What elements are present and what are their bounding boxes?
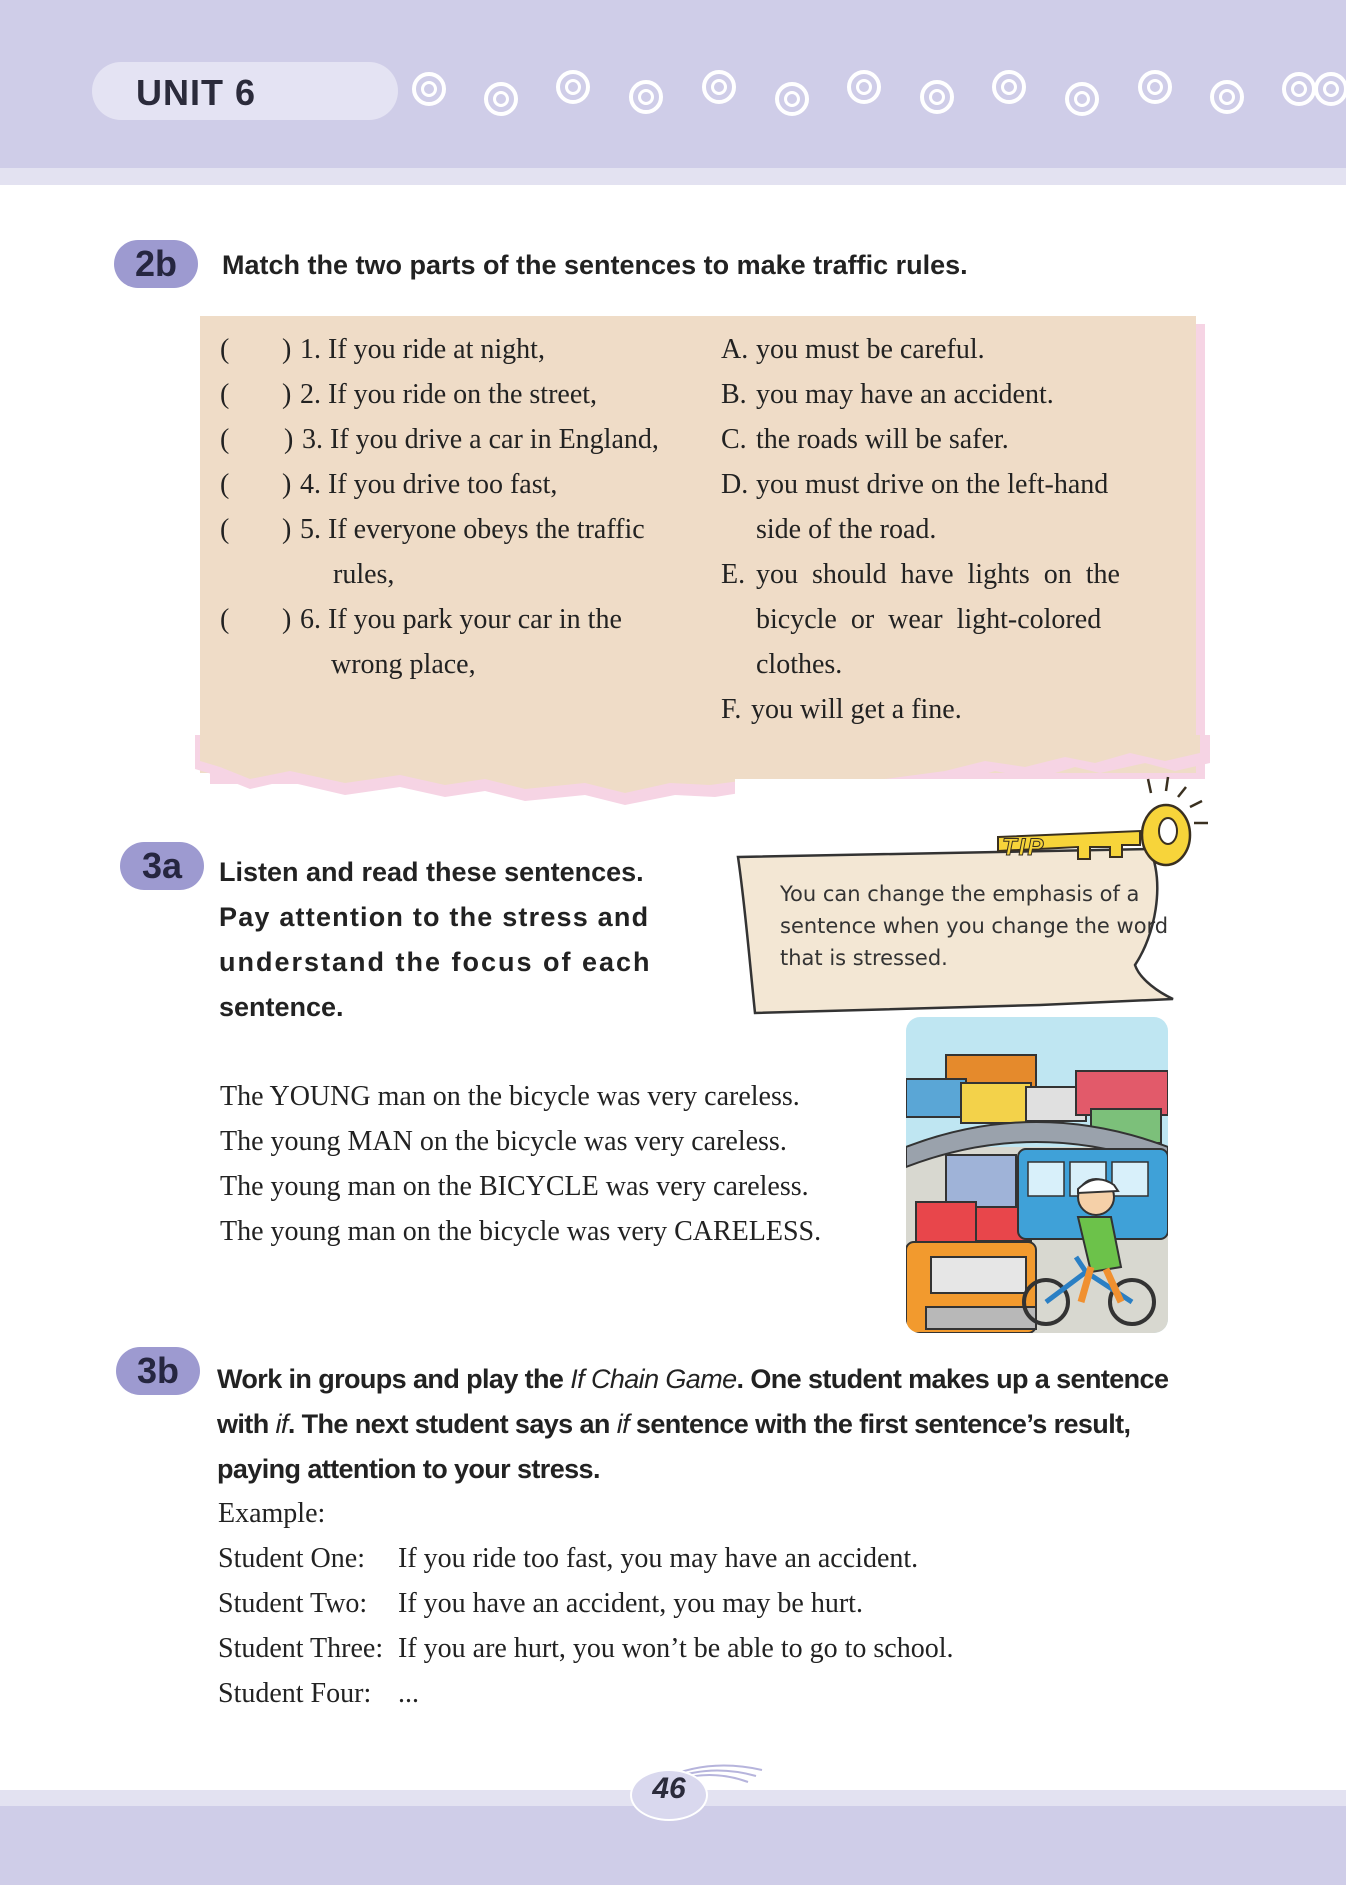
answer-blank-close: ) <box>282 379 292 410</box>
list-item <box>220 462 558 507</box>
dialogue <box>218 1536 954 1716</box>
sentence: The YOUNG man on the bicycle was very careless. <box>220 1081 800 1112</box>
list-item <box>721 417 1009 462</box>
list-item <box>721 462 1109 545</box>
instruction-text: . One student makes up a sentence <box>736 1364 1169 1394</box>
instruction-line: understand the focus of each <box>219 947 652 977</box>
ring-ornament-icon <box>702 70 736 104</box>
option-letter: E. <box>721 559 746 590</box>
answer-blank-open: ( <box>220 424 230 455</box>
tip-label: TIP <box>1002 834 1046 861</box>
ring-ornament-icon <box>775 82 809 116</box>
dialogue-text: If you ride too fast, you may have an accident. <box>398 1543 919 1574</box>
instruction-text: . The next student says an <box>287 1409 617 1439</box>
instruction-line: Pay attention to the stress and <box>219 902 650 932</box>
keyword-if: if <box>616 1409 630 1439</box>
ring-ornament-icon <box>992 70 1026 104</box>
tip-line: You can change the emphasis of a <box>780 882 1140 906</box>
option-text: you should have lights on the <box>756 559 1120 590</box>
option-text: you will get a fine. <box>751 694 962 725</box>
instruction-text: Work in groups and play the <box>217 1364 571 1394</box>
ring-ornament-icon <box>1065 82 1099 116</box>
answer-blank-close: ) <box>282 514 292 545</box>
dialogue-text: If you are hurt, you won’t be able to go to school. <box>398 1633 954 1664</box>
dialogue-line <box>218 1581 863 1626</box>
page-number: 46 <box>652 1772 686 1805</box>
instruction-line <box>217 1402 1168 1447</box>
option-text-cont: bicycle or wear light-colored <box>756 604 1102 635</box>
option-letter: A. <box>721 334 749 365</box>
section-badge-3b: 3b <box>116 1347 200 1395</box>
tip-line: sentence when you change the word <box>780 914 1169 938</box>
list-item <box>220 417 659 462</box>
speaker: Student One: <box>218 1543 365 1574</box>
option-text-cont: clothes. <box>756 649 843 680</box>
ring-ornament-icon <box>1314 72 1346 106</box>
header-stripe <box>0 168 1346 185</box>
list-item <box>220 327 545 372</box>
list-item <box>721 327 985 372</box>
answer-blank-open: ( <box>220 514 230 545</box>
list-item <box>721 687 962 732</box>
instruction-text: sentence with the first sentence’s result, <box>629 1409 1131 1439</box>
clause-text: 5. If everyone obeys the traffic <box>300 514 645 545</box>
answer-blank-open: ( <box>220 469 230 500</box>
instruction-line <box>217 1357 1168 1402</box>
answer-blank-close: ) <box>282 604 292 635</box>
dialogue-line <box>218 1671 419 1716</box>
option-text: you must drive on the left-hand <box>756 469 1109 500</box>
answer-blank-open: ( <box>220 604 230 635</box>
answer-blank-open: ( <box>220 334 230 365</box>
dialogue-text: ... <box>398 1678 419 1709</box>
sentence: The young MAN on the bicycle was very careless. <box>220 1126 787 1157</box>
option-letter: F. <box>721 694 742 725</box>
dialogue-line <box>218 1536 919 1581</box>
speaker: Student Four: <box>218 1678 372 1709</box>
ring-ornament-icon <box>556 70 590 104</box>
ring-ornament-icon <box>1210 80 1244 114</box>
speaker: Student Three: <box>218 1633 384 1664</box>
tip-line: that is stressed. <box>780 946 948 970</box>
option-letter: C. <box>721 424 747 455</box>
option-text: you may have an accident. <box>756 379 1054 410</box>
dialogue-line <box>218 1626 954 1671</box>
clause-text: 1. If you ride at night, <box>300 334 545 365</box>
clause-text: 6. If you park your car in the <box>300 604 622 635</box>
clause-text: 3. If you drive a car in England, <box>302 424 659 455</box>
option-letter: B. <box>721 379 747 410</box>
instruction-line: paying attention to your stress. <box>217 1454 600 1484</box>
instruction-line: sentence. <box>219 992 344 1022</box>
list-item <box>220 597 622 680</box>
ring-ornament-icon <box>1138 70 1172 104</box>
answer-blank-open: ( <box>220 379 230 410</box>
sentence: The young man on the BICYCLE was very careless. <box>220 1171 809 1202</box>
section-badge-3a: 3a <box>120 842 204 890</box>
list-item <box>220 372 598 417</box>
ring-ornament-icon <box>412 72 446 106</box>
ring-ornament-icon <box>484 82 518 116</box>
unit-title: UNIT 6 <box>136 72 257 113</box>
ring-ornament-icon <box>629 80 663 114</box>
instruction-2b: Match the two parts of the sentences to make traffic rules. <box>222 250 968 280</box>
list-item <box>220 507 645 590</box>
ring-ornament-icon <box>847 70 881 104</box>
instruction-text: with <box>217 1409 276 1439</box>
keyword-if: if <box>275 1409 288 1439</box>
instruction-3a <box>219 850 652 1030</box>
game-name: If Chain Game <box>570 1364 737 1394</box>
option-text: you must be careful. <box>756 334 985 365</box>
clause-text-cont: wrong place, <box>331 649 476 680</box>
instruction-3b <box>217 1357 1168 1492</box>
traffic-illustration <box>906 1017 1168 1333</box>
speaker: Student Two: <box>218 1588 368 1619</box>
clause-text: 4. If you drive too fast, <box>300 469 558 500</box>
clause-text: 2. If you ride on the street, <box>300 379 598 410</box>
tip-text <box>780 878 1168 974</box>
option-letter: D. <box>721 469 749 500</box>
answer-blank-close: ) <box>284 424 294 455</box>
ring-ornament-icon <box>1282 72 1316 106</box>
ring-ornament-icon <box>920 80 954 114</box>
section-badge-2b: 2b <box>114 240 198 288</box>
answer-blank-close: ) <box>282 469 292 500</box>
option-text-cont: side of the road. <box>756 514 937 545</box>
sentence: The young man on the bicycle was very CARELESS. <box>220 1216 822 1247</box>
stress-sentences <box>220 1074 821 1254</box>
dialogue-text: If you have an accident, you may be hurt. <box>398 1588 863 1619</box>
instruction-line: Listen and read these sentences. <box>219 857 644 887</box>
answer-blank-close: ) <box>282 334 292 365</box>
list-item <box>721 552 1120 680</box>
list-item <box>721 372 1054 417</box>
example-label: Example: <box>218 1498 326 1529</box>
clause-text-cont: rules, <box>333 559 395 590</box>
option-text: the roads will be safer. <box>756 424 1009 455</box>
